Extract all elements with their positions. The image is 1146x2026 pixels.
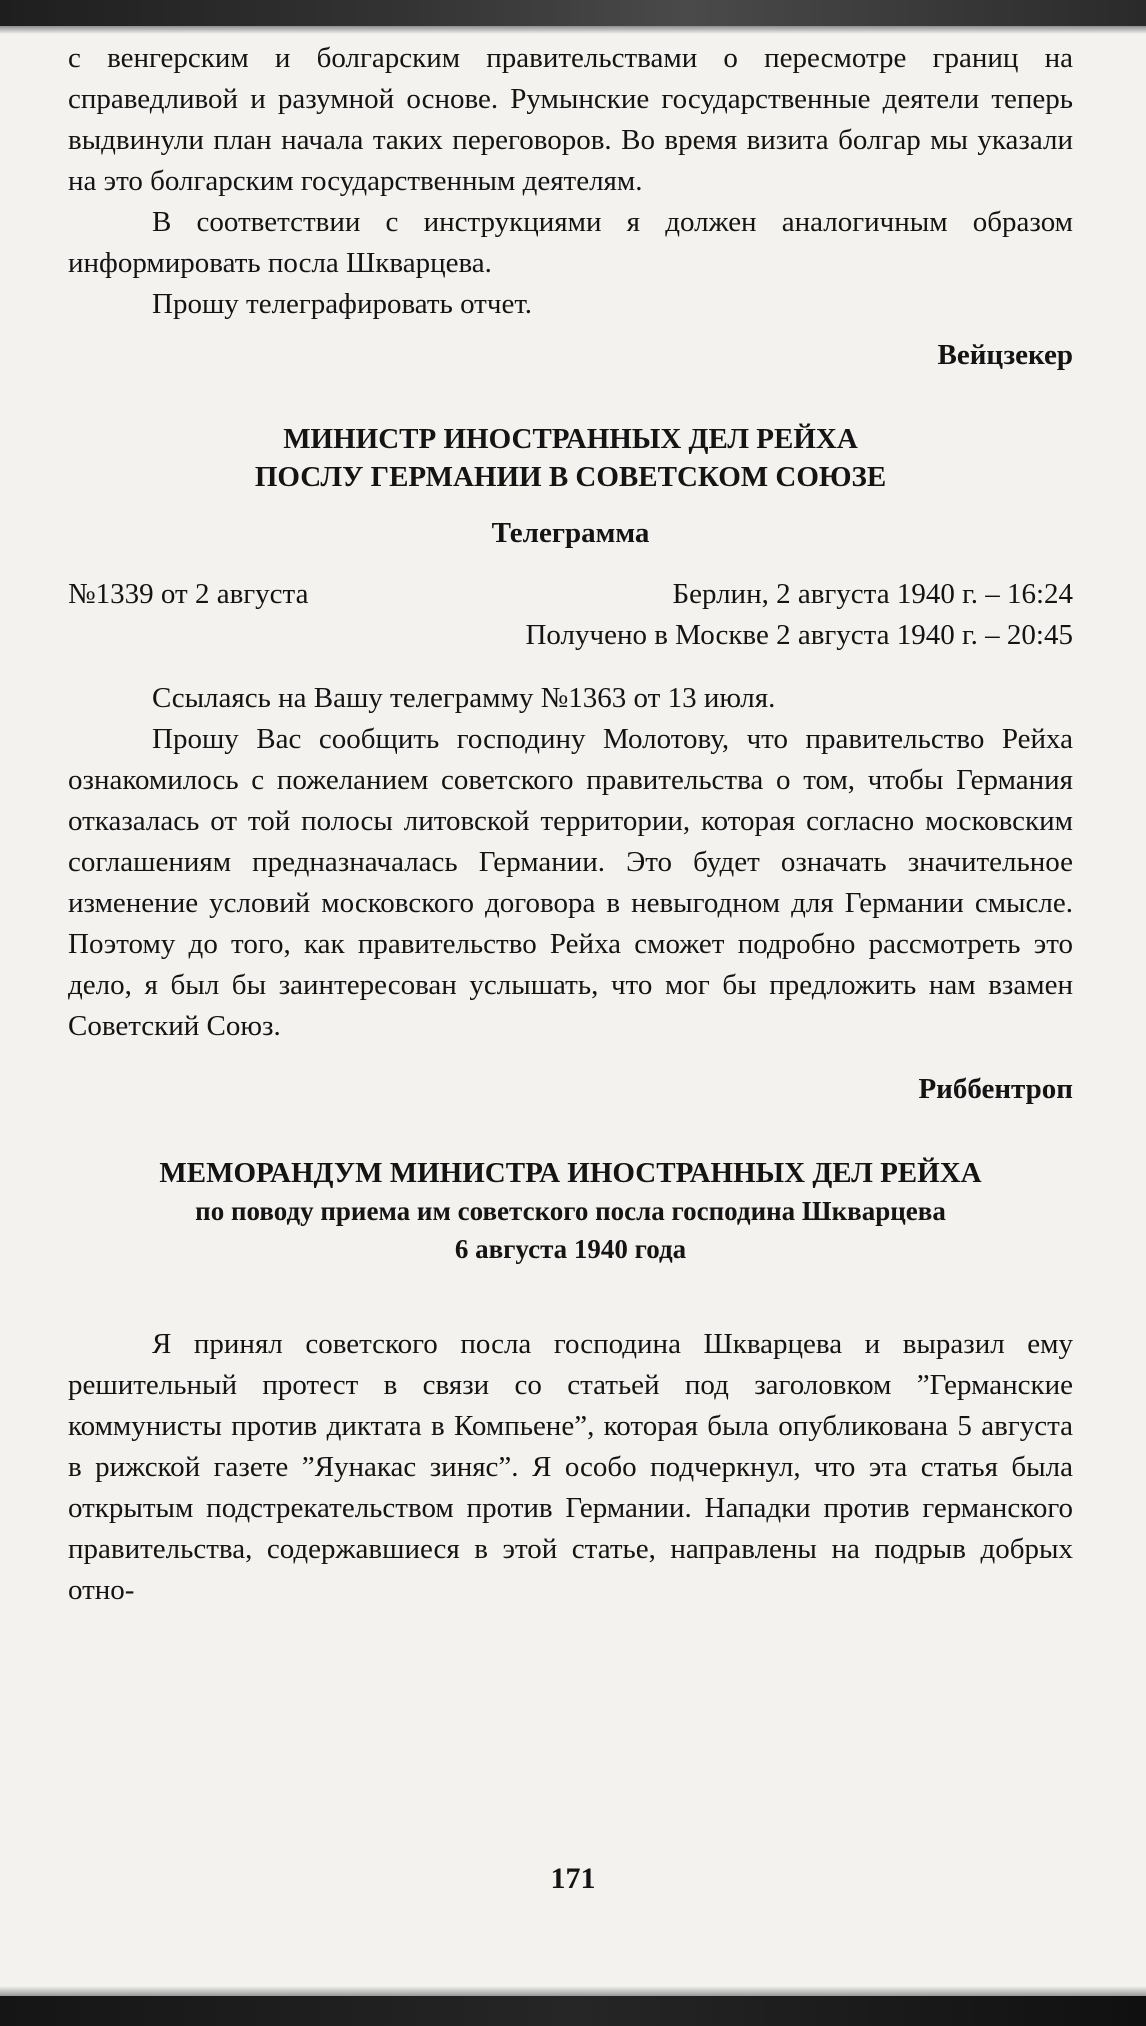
- scan-bottom-edge: [0, 1996, 1146, 2026]
- report-request-paragraph: Прошу телеграфировать отчет.: [152, 288, 533, 320]
- instructions-paragraph: В соответствии с инструкциями я должен аналогичным образом информировать посла Шкварцева.: [68, 206, 1073, 279]
- scan-top-shadow: [0, 26, 1146, 34]
- memorandum-heading-line1: МЕМОРАНДУМ МИНИСТРА ИНОСТРАННЫХ ДЕЛ РЕЙХА: [159, 1157, 982, 1189]
- telegram-received: Получено в Москве 2 августа 1940 г. – 20:45: [525, 619, 1073, 651]
- telegram-reference-paragraph: Ссылаясь на Вашу телеграмму №1363 от 13 июля.: [152, 682, 776, 714]
- memorandum-date: 6 августа 1940 года: [454, 1234, 687, 1264]
- page-content: [68, 38, 1073, 1611]
- memorandum-body-paragraph: Я принял советского посла господина Шкварцева и выразил ему решительный протест в связи со статьей под заголовком ”Германские коммунисты против диктата в Компьене”, которая была опубликована 5 августа в рижской газете ”Яунакас зиняс”. Я особо подчеркнул, что эта статья была открытым подстрекательством против Германии. Нападки против германского правительства, содержавшиеся в этой статье, направлены на подрыв добрых отно-: [68, 1328, 1073, 1606]
- telegram-number: №1339 от 2 августа: [68, 578, 309, 610]
- telegram-sent: Берлин, 2 августа 1940 г. – 16:24: [672, 578, 1073, 610]
- signature-weizsaecker: Вейцзекер: [937, 339, 1073, 371]
- scan-bottom-shadow: [0, 1986, 1146, 1996]
- page-number: 171: [550, 1862, 596, 1895]
- telegram-heading-line1: МИНИСТР ИНОСТРАННЫХ ДЕЛ РЕЙХА: [283, 423, 858, 455]
- telegram-heading-line2: ПОСЛУ ГЕРМАНИИ В СОВЕТСКОМ СОЮЗЕ: [254, 461, 887, 493]
- signature-ribbentrop: Риббентроп: [918, 1073, 1073, 1105]
- scan-top-edge: [0, 0, 1146, 26]
- telegram-body-paragraph: Прошу Вас сообщить господину Молотову, что правительство Рейха ознакомилось с пожеланием советского правительства о том, чтобы Германия отказалась от той полосы литовской территории, которая согласно московским соглашениям предназначалась Германии. Это будет означать значительное изменение условий московского договора в невыгодном для Германии смысле. Поэтому до того, как правительство Рейха сможет подробно рассмотреть это дело, я был бы заинтересован услышать, что мог бы предложить нам взамен Советский Союз.: [68, 723, 1073, 1042]
- memorandum-heading-line2: по поводу приема им советского посла господина Шкварцева: [195, 1196, 946, 1226]
- continued-paragraph: с венгерским и болгарским правительствами о пересмотре границ на справедливой и разумной основе. Румынские государственные деятели теперь выдвинули план начала таких переговоров. Во время визита болгар мы указали на это болгарским государственным деятелям.: [68, 42, 1073, 197]
- telegram-heading: [68, 420, 1073, 552]
- telegram-meta: [68, 574, 1073, 615]
- document-type: Телеграмма: [491, 517, 650, 549]
- memorandum-heading: [68, 1154, 1073, 1268]
